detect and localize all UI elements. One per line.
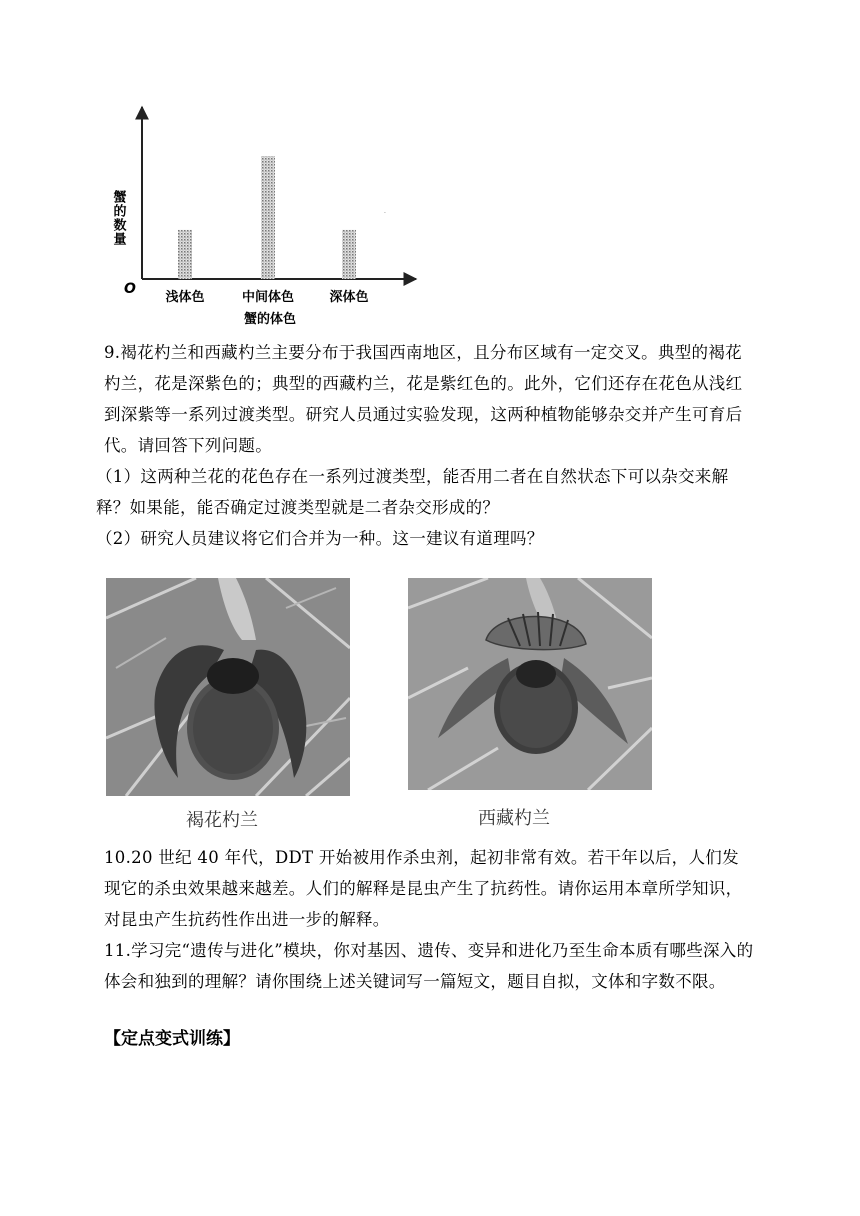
bar-1 bbox=[261, 156, 275, 279]
question-9-sub-2: （2）研究人员建议将它们合并为一种。这一建议有道理吗？ bbox=[96, 529, 544, 548]
crab-color-bar-chart bbox=[100, 95, 430, 335]
question-10-text: 10.20 世纪 40 年代，DDT 开始被用作杀虫剂，起初非常有效。若干年以后，人们发现它的杀虫效果越来越差。人们的解释是昆虫产生了抗药性。请你运用本章所学知识，对昆虫产生抗药性作出进一步的解释。 bbox=[104, 848, 743, 929]
bar-0 bbox=[178, 230, 192, 279]
orchid-photo-left bbox=[106, 578, 350, 796]
origin-label: O bbox=[124, 281, 136, 297]
question-11-text: 11.学习完“遗传与进化”模块，你对基因、遗传、变异和进化乃至生命本质有哪些深入的体会和独到的理解？请你围绕上述关键词写一篇短文，题目自拟，文体和字数不限。 bbox=[104, 941, 754, 991]
orchid-photo-right bbox=[408, 578, 652, 790]
svg-text:·: · bbox=[384, 210, 386, 217]
caption-right: 西藏杓兰 bbox=[478, 808, 550, 829]
y-axis-label: 蟹的数量 bbox=[110, 190, 126, 246]
question-11 bbox=[104, 935, 754, 997]
question-9-text: 9.褐花杓兰和西藏杓兰主要分布于我国西南地区，且分布区域有一定交叉。典型的褐花杓兰，花是深紫色的；典型的西藏杓兰，花是紫红色的。此外，它们还存在花色从浅红到深紫等一系列过渡类型。研究人员通过实验发现，这两种植物能够杂交并产生可育后代。请回答下列问题。 bbox=[104, 343, 743, 455]
x-axis-label: 蟹的体色 bbox=[243, 312, 297, 327]
x-tick-label-0: 浅体色 bbox=[165, 290, 205, 305]
caption-left: 褐花杓兰 bbox=[186, 810, 258, 831]
x-tick-label-1: 中间体色 bbox=[241, 290, 295, 305]
bar-2 bbox=[342, 230, 356, 279]
question-9-sub-1: （1）这两种兰花的花色存在一系列过渡类型，能否用二者在自然状态下可以杂交来解释？如果能，能否确定过渡类型就是二者杂交形成的？ bbox=[96, 467, 729, 517]
x-tick-label-2: 深体色 bbox=[329, 290, 369, 305]
question-9 bbox=[96, 337, 754, 554]
section-heading: 【定点变式训练】 bbox=[104, 1029, 240, 1049]
question-10 bbox=[104, 842, 754, 935]
